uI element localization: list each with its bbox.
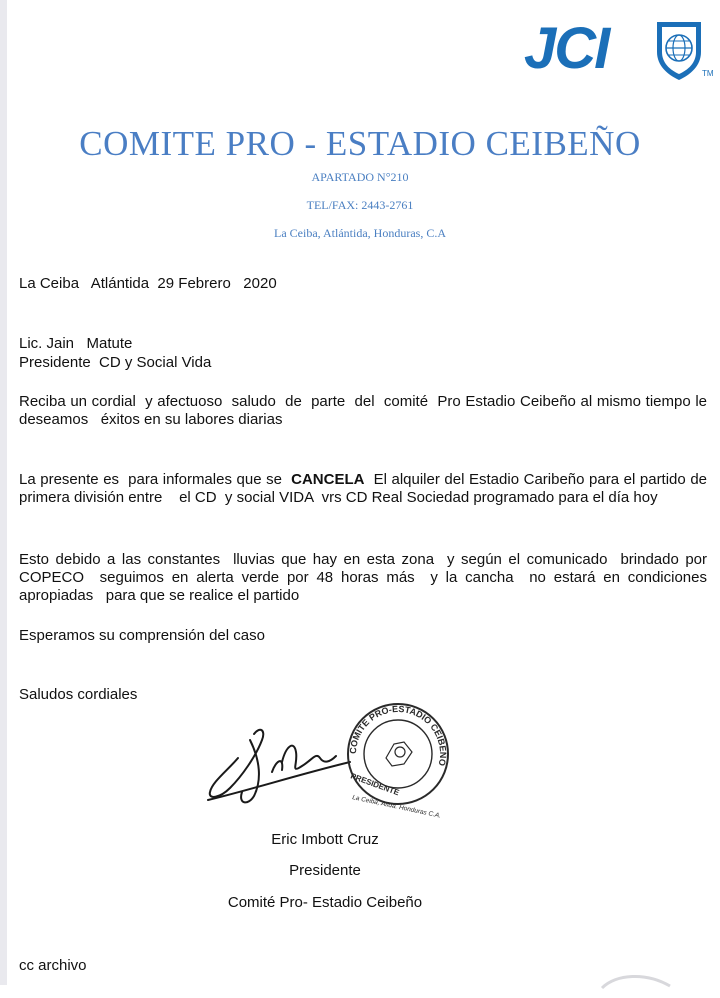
stamp-center-text: PRESIDENTE	[349, 771, 401, 798]
cc-line: cc archivo	[19, 957, 87, 974]
cancel-emphasis: CANCELA	[291, 471, 365, 488]
globe-shield-icon	[654, 18, 704, 82]
jci-logo	[524, 14, 714, 84]
signature-stamp-graphic	[190, 700, 470, 830]
corner-arc-mark	[596, 968, 676, 998]
reason-paragraph: Esto debido a las constantes lluvias que hay en esta zona y según el comunicado brindado por COPECO seguimos en alerta verde por 48 horas más y la cancha no estará en condiciones apropiadas para que se realice el partido	[19, 551, 712, 604]
handwritten-signature	[208, 730, 350, 803]
recipient-position: Presidente CD y Social Vida	[19, 354, 212, 371]
org-po-box: APARTADO N°210	[311, 170, 409, 184]
signature-stamp-area	[190, 700, 470, 830]
signatory-title: Presidente	[289, 862, 361, 879]
signatory-org: Comité Pro- Estadio Ceibeño	[227, 894, 423, 911]
org-title: COMITE PRO - ESTADIO CEIBEÑO	[79, 124, 641, 163]
cancel-text-rest: El alquiler del Estadio Caribeño para el partido de primera división entre el CD y social VIDA vrs CD Real Sociedad programado para el día hoy	[19, 471, 712, 506]
trademark-mark: TM	[702, 69, 714, 78]
stamp-bottom-text: La Ceiba, Atlda. Honduras C.A.	[351, 794, 442, 820]
understanding-line: Esperamos su comprensión del caso	[19, 627, 265, 644]
logo-text: JCI	[524, 16, 609, 81]
svg-text:COMITE PRO-ESTADIO CEIBEÑO	[348, 704, 448, 767]
cancellation-paragraph	[19, 471, 712, 507]
org-address: La Ceiba, Atlántida, Honduras, C.A	[274, 226, 446, 240]
cancel-text-start: La presente es para informales que se	[19, 471, 292, 488]
signatory-name: Eric Imbott Cruz	[271, 831, 379, 848]
greeting-paragraph: Reciba un cordial y afectuoso saludo de parte del comité Pro Estadio Ceibeño al mismo tiempo le deseamos éxitos en su labores diarias	[19, 393, 712, 428]
recipient-name: Lic. Jain Matute	[19, 335, 133, 352]
closing-line: Saludos cordiales	[19, 686, 138, 703]
stamp-ring-text: COMITE PRO-ESTADIO CEIBEÑO	[347, 703, 449, 767]
org-phone: TEL/FAX: 2443-2761	[306, 198, 414, 212]
date-line: La Ceiba Atlántida 29 Febrero 2020	[19, 275, 277, 292]
